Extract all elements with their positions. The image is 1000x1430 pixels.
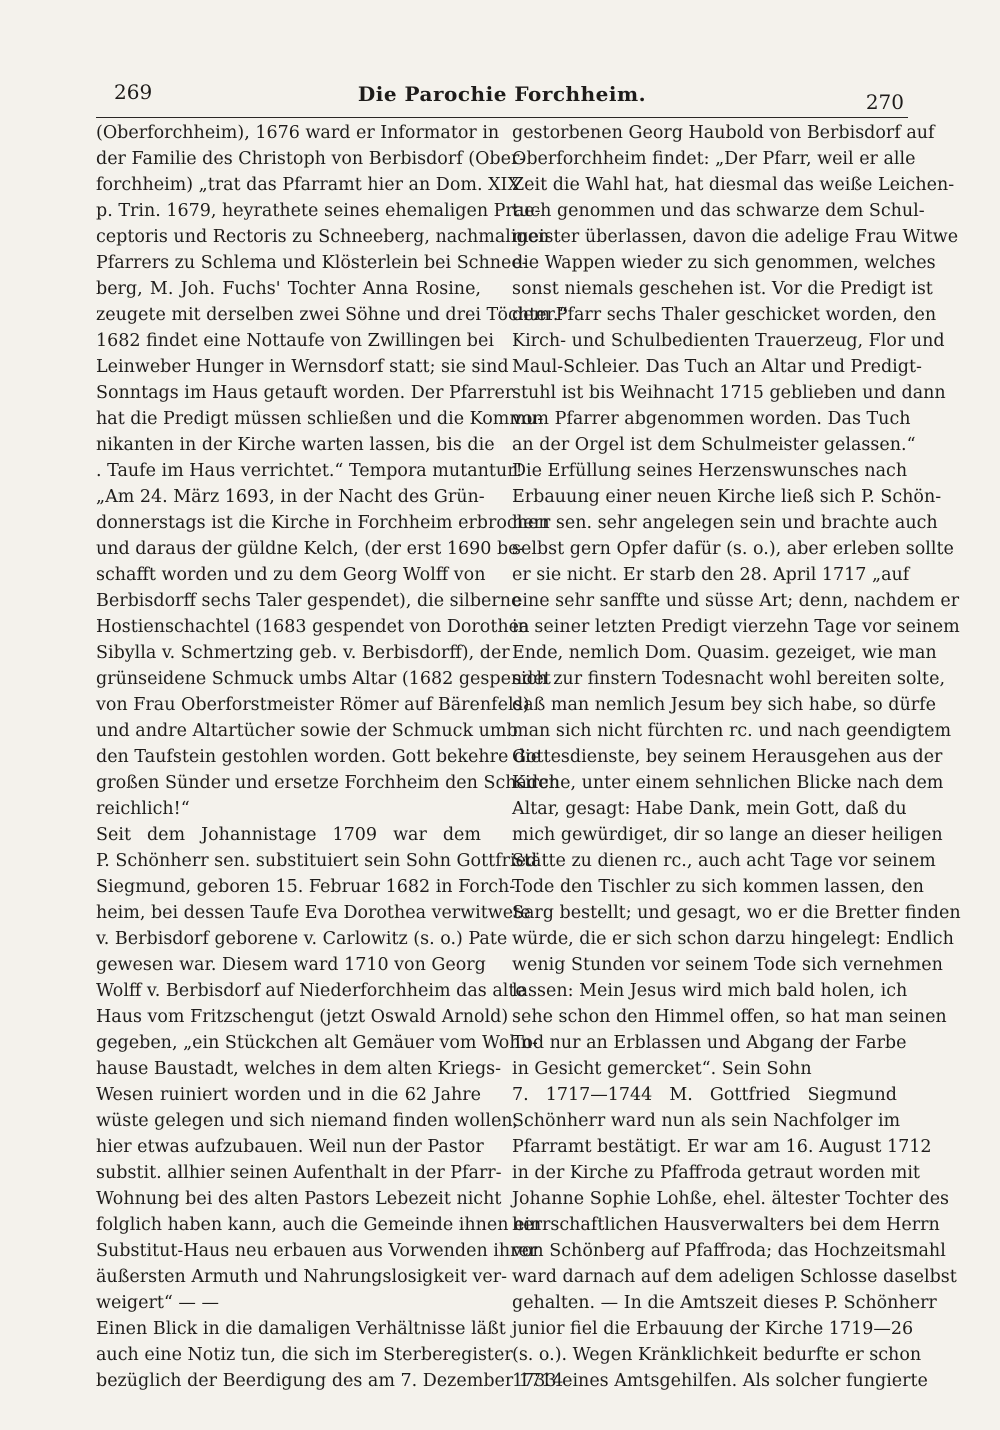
text-line: stuhl ist bis Weihnacht 1715 geblieben und dann bbox=[512, 383, 946, 403]
text-line: Altar, gesagt: Habe Dank, mein Gott, daß du bbox=[512, 799, 907, 819]
text-line: Hostienschachtel (1683 gespendet von Dorothea bbox=[96, 617, 530, 637]
text-line: Schönherr ward nun als sein Nachfolger im bbox=[512, 1111, 901, 1131]
text-line: herrschaftlichen Hausverwalters bei dem Herrn bbox=[512, 1215, 940, 1235]
text-line: von Schönberg auf Pfaffroda; das Hochzeitsmahl bbox=[512, 1241, 946, 1261]
text-line: und daraus der güldne Kelch, (der erst 1690 be- bbox=[96, 539, 525, 559]
text-line: Seit dem Johannistage 1709 war dem bbox=[96, 825, 481, 845]
text-line: dem Pfarr sechs Thaler geschicket worden, den bbox=[512, 305, 937, 325]
text-line: schafft worden und zu dem Georg Wolff von bbox=[96, 565, 486, 585]
text-line: 1733 eines Amtsgehilfen. Als solcher fungierte bbox=[512, 1371, 928, 1391]
left-column bbox=[96, 120, 568, 1394]
text-line: in seiner letzten Predigt vierzehn Tage vor seinem bbox=[512, 617, 960, 637]
text-line: mich gewürdiget, dir so lange an dieser heiligen bbox=[512, 825, 943, 845]
text-line: Wesen ruiniert worden und in die 62 Jahre bbox=[96, 1085, 481, 1105]
text-line: forchheim) „trat das Pfarramt hier an Dom. XIX bbox=[96, 175, 520, 195]
text-line: Kirch- und Schulbedienten Trauerzeug, Flor und bbox=[512, 331, 945, 351]
page-header bbox=[96, 72, 908, 118]
text-line: donnerstags ist die Kirche in Forchheim erbrochen bbox=[96, 513, 550, 533]
text-line: ward darnach auf dem adeligen Schlosse daselbst bbox=[512, 1267, 957, 1287]
text-line: daß man nemlich Jesum bey sich habe, so dürfe bbox=[512, 695, 936, 715]
text-line: folglich haben kann, auch die Gemeinde ihnen ein bbox=[96, 1215, 542, 1235]
text-line: Tode den Tischler zu sich kommen lassen, den bbox=[512, 877, 924, 897]
text-line: in der Kirche zu Pfaffroda getraut worden mit bbox=[512, 1163, 920, 1183]
text-line: gewesen war. Diesem ward 1710 von Georg bbox=[96, 955, 486, 975]
text-line: gegeben, „ein Stückchen alt Gemäuer vom Wohn- bbox=[96, 1033, 538, 1053]
text-line: man sich nicht fürchten rc. und nach geendigtem bbox=[512, 721, 952, 741]
text-line: der Familie des Christoph von Berbisdorf (Ober- bbox=[96, 149, 526, 169]
text-line: hat die Predigt müssen schließen und die Kommu- bbox=[96, 409, 544, 429]
text-line: (Oberforchheim), 1676 ward er Informator in bbox=[96, 123, 500, 143]
text-line: 7. 1717—1744 M. Gottfried Siegmund bbox=[512, 1085, 897, 1105]
text-line: nikanten in der Kirche warten lassen, bis die bbox=[96, 435, 495, 455]
text-line: Substitut-Haus neu erbauen aus Vorwenden ihrer bbox=[96, 1241, 538, 1261]
text-line: junior fiel die Erbauung der Kirche 1719—26 bbox=[512, 1319, 914, 1339]
text-line: 1682 findet eine Nottaufe von Zwillingen bei bbox=[96, 331, 494, 351]
text-line: Pfarramt bestätigt. Er war am 16. August 1712 bbox=[512, 1137, 932, 1157]
text-line: wüste gelegen und sich niemand finden wollen, bbox=[96, 1111, 519, 1131]
text-line: Wolff v. Berbisdorf auf Niederforchheim das alte bbox=[96, 981, 526, 1001]
text-line: Tod nur an Erblassen und Abgang der Farbe bbox=[512, 1033, 907, 1053]
text-line: Sarg bestellt; und gesagt, wo er die Bretter finden bbox=[512, 903, 961, 923]
text-line: Sonntags im Haus getauft worden. Der Pfarrer bbox=[96, 383, 514, 403]
text-line: und andre Altartücher sowie der Schmuck umb bbox=[96, 721, 518, 741]
text-line: Zeit die Wahl hat, hat diesmal das weiße Leichen- bbox=[512, 175, 955, 195]
page-number-left: 269 bbox=[114, 80, 153, 104]
running-title: Die Parochie Forchheim. bbox=[357, 82, 647, 106]
text-line: heim, bei dessen Taufe Eva Dorothea verwitwete bbox=[96, 903, 531, 923]
text-line: hier etwas aufzubauen. Weil nun der Pastor bbox=[96, 1137, 484, 1157]
text-line: Einen Blick in die damaligen Verhältnisse läßt bbox=[96, 1319, 506, 1339]
text-line: eine sehr sanffte und süsse Art; denn, nachdem er bbox=[512, 591, 960, 611]
text-line: Wohnung bei des alten Pastors Lebezeit nicht bbox=[96, 1189, 502, 1209]
text-line: gestorbenen Georg Haubold von Berbisdorf auf bbox=[512, 123, 935, 143]
text-line: berg, M. Joh. Fuchs' Tochter Anna Rosine, bbox=[96, 279, 481, 299]
text-line: Maul-Schleier. Das Tuch an Altar und Predigt- bbox=[512, 357, 922, 377]
text-line: hause Baustadt, welches in dem alten Kriegs- bbox=[96, 1059, 502, 1079]
text-line: die Wappen wieder zu sich genommen, welches bbox=[512, 253, 936, 273]
text-line: Berbisdorff sechs Taler gespendet), die silberne bbox=[96, 591, 522, 611]
text-line: v. Berbisdorf geborene v. Carlowitz (s. o.) Pate bbox=[96, 929, 508, 949]
text-line: großen Sünder und ersetze Forchheim den Schaden bbox=[96, 773, 560, 793]
text-line: äußersten Armuth und Nahrungslosigkeit ver- bbox=[96, 1267, 508, 1287]
text-line: er sie nicht. Er starb den 28. April 1717 „auf bbox=[512, 565, 910, 585]
text-line: sonst niemals geschehen ist. Vor die Predigt ist bbox=[512, 279, 933, 299]
text-line: tuch genommen und das schwarze dem Schul- bbox=[512, 201, 925, 221]
text-line: Ende, nemlich Dom. Quasim. gezeiget, wie man bbox=[512, 643, 937, 663]
text-line: (s. o.). Wegen Kränklichkeit bedurfte er schon bbox=[512, 1345, 922, 1365]
text-line: Sibylla v. Schmertzing geb. v. Berbisdorff), der bbox=[96, 643, 510, 663]
text-line: Siegmund, geboren 15. Februar 1682 in Forch- bbox=[96, 877, 516, 897]
text-line: reichlich!“ bbox=[96, 799, 190, 819]
text-line: Leinweber Hunger in Wernsdorf statt; sie sind bbox=[96, 357, 509, 377]
text-line: Gottesdienste, bey seinem Herausgehen aus der bbox=[512, 747, 943, 767]
text-line: würde, die er sich schon darzu hingelegt: Endlich bbox=[512, 929, 954, 949]
header-rule bbox=[96, 117, 908, 118]
text-line: Haus vom Fritzschengut (jetzt Oswald Arnold) bbox=[96, 1007, 509, 1027]
text-line: P. Schönherr sen. substituiert sein Sohn Gottfried bbox=[96, 851, 538, 871]
text-line: lassen: Mein Jesus wird mich bald holen, ich bbox=[512, 981, 908, 1001]
text-line: auch eine Notiz tun, die sich im Sterberegister bbox=[96, 1345, 513, 1365]
text-line: zeugete mit derselben zwei Söhne und drei Töchter.“ bbox=[96, 305, 568, 325]
text-line: Johanne Sophie Lohße, ehel. ältester Tochter des bbox=[512, 1189, 950, 1209]
text-line: weigert“ — — bbox=[96, 1293, 219, 1313]
text-line: den Taufstein gestohlen worden. Gott bekehre die bbox=[96, 747, 542, 767]
text-line: Die Erfüllung seines Herzenswunsches nach bbox=[512, 461, 908, 481]
text-line: p. Trin. 1679, heyrathete seines ehemaligen Prae- bbox=[96, 201, 541, 221]
text-line: Erbauung einer neuen Kirche ließ sich P. Schön- bbox=[512, 487, 942, 507]
text-line: wenig Stunden vor seinem Tode sich vernehmen bbox=[512, 955, 943, 975]
text-line: Pfarrers zu Schlema und Klösterlein bei Schnee- bbox=[96, 253, 528, 273]
text-line: Oberforchheim findet: „Der Pfarr, weil er alle bbox=[512, 149, 916, 169]
right-column bbox=[512, 120, 961, 1394]
text-line: sich zur finstern Todesnacht wohl bereiten solte, bbox=[512, 669, 946, 689]
text-line: „Am 24. März 1693, in der Nacht des Grün- bbox=[96, 487, 485, 507]
text-line: grünseidene Schmuck umbs Altar (1682 gespendet bbox=[96, 669, 551, 689]
text-line: . Taufe im Haus verrichtet.“ Tempora mutantur! bbox=[96, 461, 523, 481]
text-line: in Gesicht gemercket“. Sein Sohn bbox=[512, 1059, 812, 1079]
text-line: von Frau Oberforstmeister Römer auf Bärenfels) bbox=[96, 695, 530, 715]
text-line: selbst gern Opfer dafür (s. o.), aber erleben sollte bbox=[512, 539, 954, 559]
page-number-right: 270 bbox=[865, 90, 904, 114]
text-line: vom Pfarrer abgenommen worden. Das Tuch bbox=[512, 409, 911, 429]
text-line: gehalten. — In die Amtszeit dieses P. Schönherr bbox=[512, 1293, 937, 1313]
text-line: substit. allhier seinen Aufenthalt in der Pfarr- bbox=[96, 1163, 502, 1183]
text-line: bezüglich der Beerdigung des am 7. Dezember 1714 bbox=[96, 1371, 564, 1391]
text-line: an der Orgel ist dem Schulmeister gelassen.“ bbox=[512, 435, 916, 455]
text-line: herr sen. sehr angelegen sein und brachte auch bbox=[512, 513, 938, 533]
text-line: ceptoris und Rectoris zu Schneeberg, nachmaligen bbox=[96, 227, 550, 247]
text-line: sehe schon den Himmel offen, so hat man seinen bbox=[512, 1007, 947, 1027]
text-line: Kirche, unter einem sehnlichen Blicke nach dem bbox=[512, 773, 944, 793]
text-line: meister überlassen, davon die adelige Frau Witwe bbox=[512, 227, 959, 247]
text-line: Stätte zu dienen rc., auch acht Tage vor seinem bbox=[512, 851, 936, 871]
